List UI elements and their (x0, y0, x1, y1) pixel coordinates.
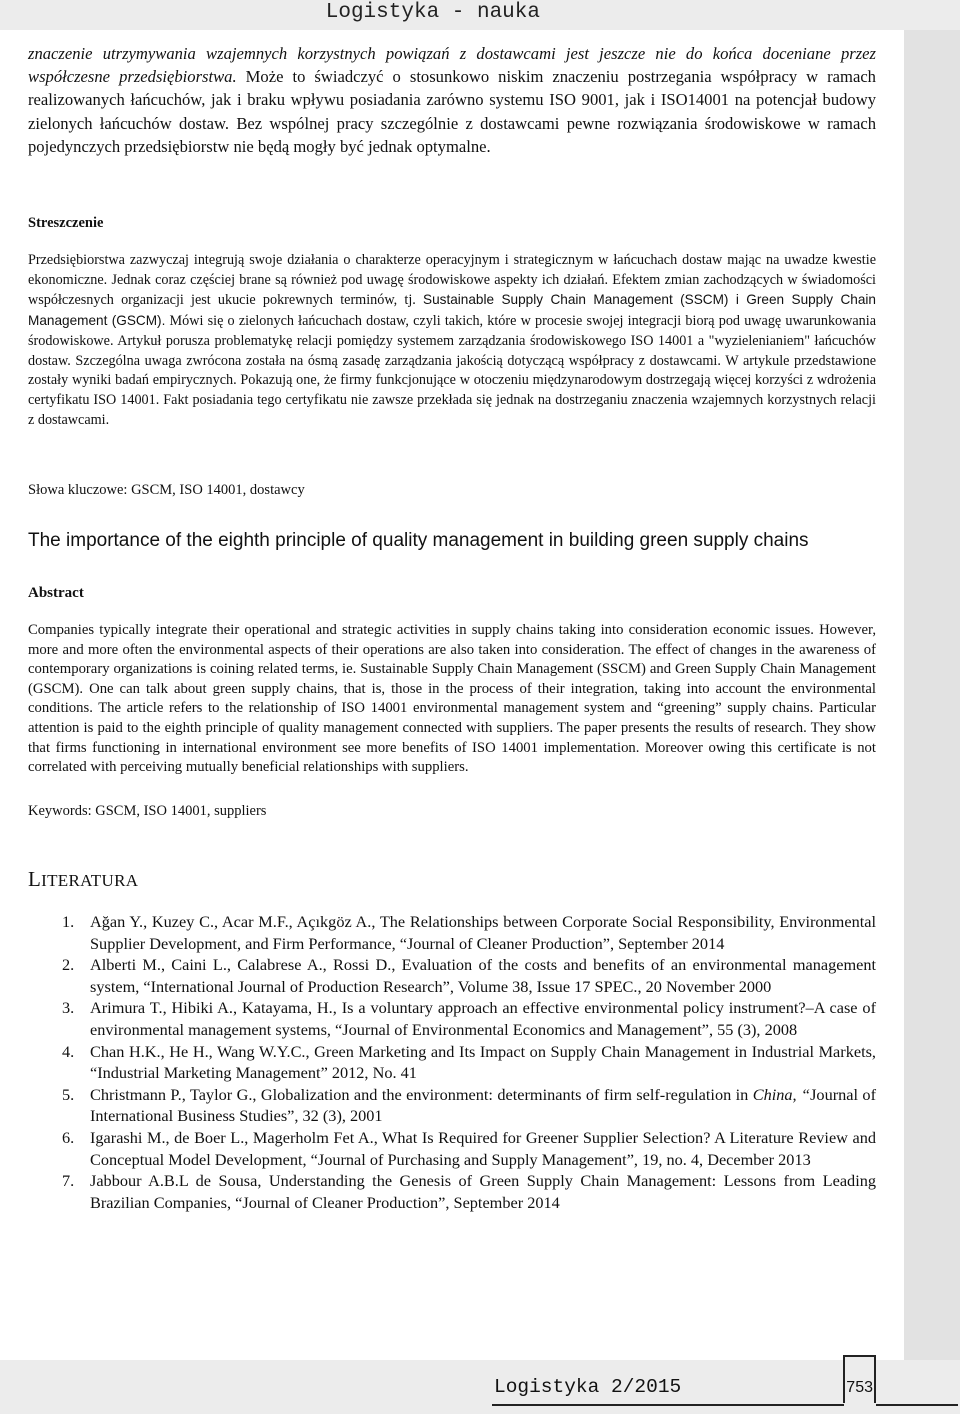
reference-item (48, 1170, 876, 1213)
intro-part-2: Może to świadczyć o stosunkowo niskim znaczeniu postrzegania współpracy w ramach realizowanych łańcuchów, jak i braku wpływu posiadania zarówno systemu ISO 9001, jak i ISO14001 na potencjał budowy zielonych łańcuchów dostaw. Bez wspólnej pracy szczególnie z dostawcami pewne rozwiązania środowiskowe w ramach pojedynczych przedsiębiorstw nie będą mogły być jednak optymalne. (28, 67, 876, 156)
reference-text: Jabbour A.B.L de Sousa, Understanding the Genesis of Green Supply Chain Management: Lessons from Leading Brazilian Companies, “Journal of Cleaner Production”, September 2014 (90, 1171, 876, 1212)
footer-page-number: 753 (843, 1355, 876, 1403)
streszczenie-terms: Sustainable Supply Chain Management (SSCM) i Green Supply Chain Management (GSCM). (28, 292, 876, 329)
streszczenie-heading: Streszczenie (28, 215, 104, 231)
reference-text-italic: China, “ (752, 1084, 811, 1104)
reference-number: 2. (62, 955, 75, 975)
reference-text: Chan H.K., He H., Wang W.Y.C., Green Marketing and Its Impact on Supply Chain Management in Industrial Markets, “Industrial Marketing Management” 2012, No. 41 (90, 1041, 876, 1083)
reference-number: 7. (62, 1171, 75, 1191)
reference-number: 6. (62, 1127, 75, 1147)
keywords-polish: Słowa kluczowe: GSCM, ISO 14001, dostawcy (28, 482, 305, 498)
streszczenie-text-b: Mówi się o zielonych łańcuchach dostaw, czyli takich, które w procesie swojej integracji biorą pod uwagę uwarunkowania środowiskowe. Artykuł porusza problematykę relacji pomiędzy systemem zarządzania środowiskowego ISO 14001 a "wyzielenianiem" łańcuchów dostaw. Szczególna uwaga zwrócona została na ósmą zasadę zarządzania jakością dotyczącą współpracy z dostawcami. W artykule przedstawione zostały wyniki badań empirycznych. Pokazują one, że firmy funkcjonujące w otoczeniu międzynarodowym dostrzegają więcej korzyści z wdrożenia certyfikatu ISO 14001. Fakt posiadania tego certyfikatu nie zawsze przekłada się jednak na dostrzeganiu znaczenia wzajemnych korzystnych relacji z dostawcami. (28, 313, 877, 428)
streszczenie-text (28, 251, 876, 430)
reference-item (48, 1041, 876, 1084)
reference-item (48, 954, 876, 997)
footer-rule (876, 1404, 958, 1406)
literatura-heading (28, 867, 138, 892)
intro-part-1: znaczenie utrzymywania wzajemnych korzystnych powiązań z dostawcami jest jeszcze nie do końca doceniane przez współczesne przedsiębiorstwa. (28, 44, 876, 87)
reference-number: 5. (62, 1084, 75, 1104)
reference-item (48, 997, 876, 1040)
english-title: The importance of the eighth principle of quality management in building green supply chains (28, 530, 809, 551)
intro-paragraph (28, 42, 876, 158)
literatura-heading-rest: ITERATURA (41, 871, 139, 890)
reference-text: Christmann P., Taylor G., Globalization and the environment: determinants of firm self-regulation in (90, 1084, 753, 1104)
reference-item (48, 1084, 876, 1127)
reference-text-tail: Journal of International Business Studies”, 32 (3), 2001 (90, 1084, 876, 1126)
abstract-text: Companies typically integrate their operational and strategic activities in supply chains taking into consideration economic issues. However, more and more often the environmental aspects of their operations are also taken into consideration. The effect of changes in the awareness of contemporary organizations is coining related terms, ie. Sustainable Supply Chain Management (SSCM) and Green Supply Chain Management (GSCM). One can talk about green supply chains, that is, those in the process of their integration, taking into account the environmental conditions. The article refers to the relationship of ISO 14001 environmental management system and “greening” supply chains. Particular attention is paid to the eighth principle of quality management connected with suppliers. The paper presents the results of research. They show that firms functioning in international environment see more benefits of ISO 14001 implementation. Moreover owing this certificate is not correlated with perceiving mutually beneficial relationships with suppliers. (28, 622, 876, 776)
reference-text: Igarashi M., de Boer L., Magerholm Fet A., What Is Required for Greener Supplier Selection? A Literature Review and Conceptual Model Development, “Journal of Purchasing and Supply Management”, 19, no. 4, December 2013 (90, 1127, 876, 1169)
reference-text: Ağan Y., Kuzey C., Acar M.F., Açıkgöz A., The Relationships between Corporate Social Responsibility, Environmental Supplier Development, and Firm Performance, “Journal of Cleaner Production”, September 2014 (90, 912, 876, 953)
running-head: Logistyka - nauka (0, 0, 960, 30)
literatura-heading-initial: L (28, 867, 42, 891)
reference-number: 4. (62, 1041, 75, 1061)
streszczenie-text-a: Przedsiębiorstwa zazwyczaj integrują swoje działania o charakterze operacyjnym i strategicznym w łańcuchach dostaw mając na uwadze kwestie ekonomiczne. Jednak coraz częściej brane są również pod uwagę środowiskowe aspekty ich działań. Efektem zmian zachodzących w świadomości współczesnych organizacji jest ukucie pokrewnych terminów, tj. (28, 252, 876, 309)
reference-text: Alberti M., Caini L., Calabrese A., Rossi D., Evaluation of the costs and benefits of an environmental management system, “International Journal of Production Research”, Volume 38, Issue 17 SPEC., 20 November 2000 (90, 955, 876, 996)
abstract-heading: Abstract (28, 585, 84, 601)
reference-number: 3. (62, 998, 75, 1018)
reference-item (48, 911, 876, 954)
reference-list (48, 911, 876, 1213)
keywords-english: Keywords: GSCM, ISO 14001, suppliers (28, 803, 267, 819)
reference-item (48, 1127, 876, 1170)
reference-number: 1. (62, 912, 75, 931)
reference-text: Arimura T., Hibiki A., Katayama, H., Is a voluntary approach an effective environmental policy instrument?–A case of environmental management systems, “Journal of Environmental Economics and Management”, 55 (3), 2008 (90, 998, 876, 1039)
footer-journal-title: Logistyka 2/2015 (492, 1376, 844, 1406)
